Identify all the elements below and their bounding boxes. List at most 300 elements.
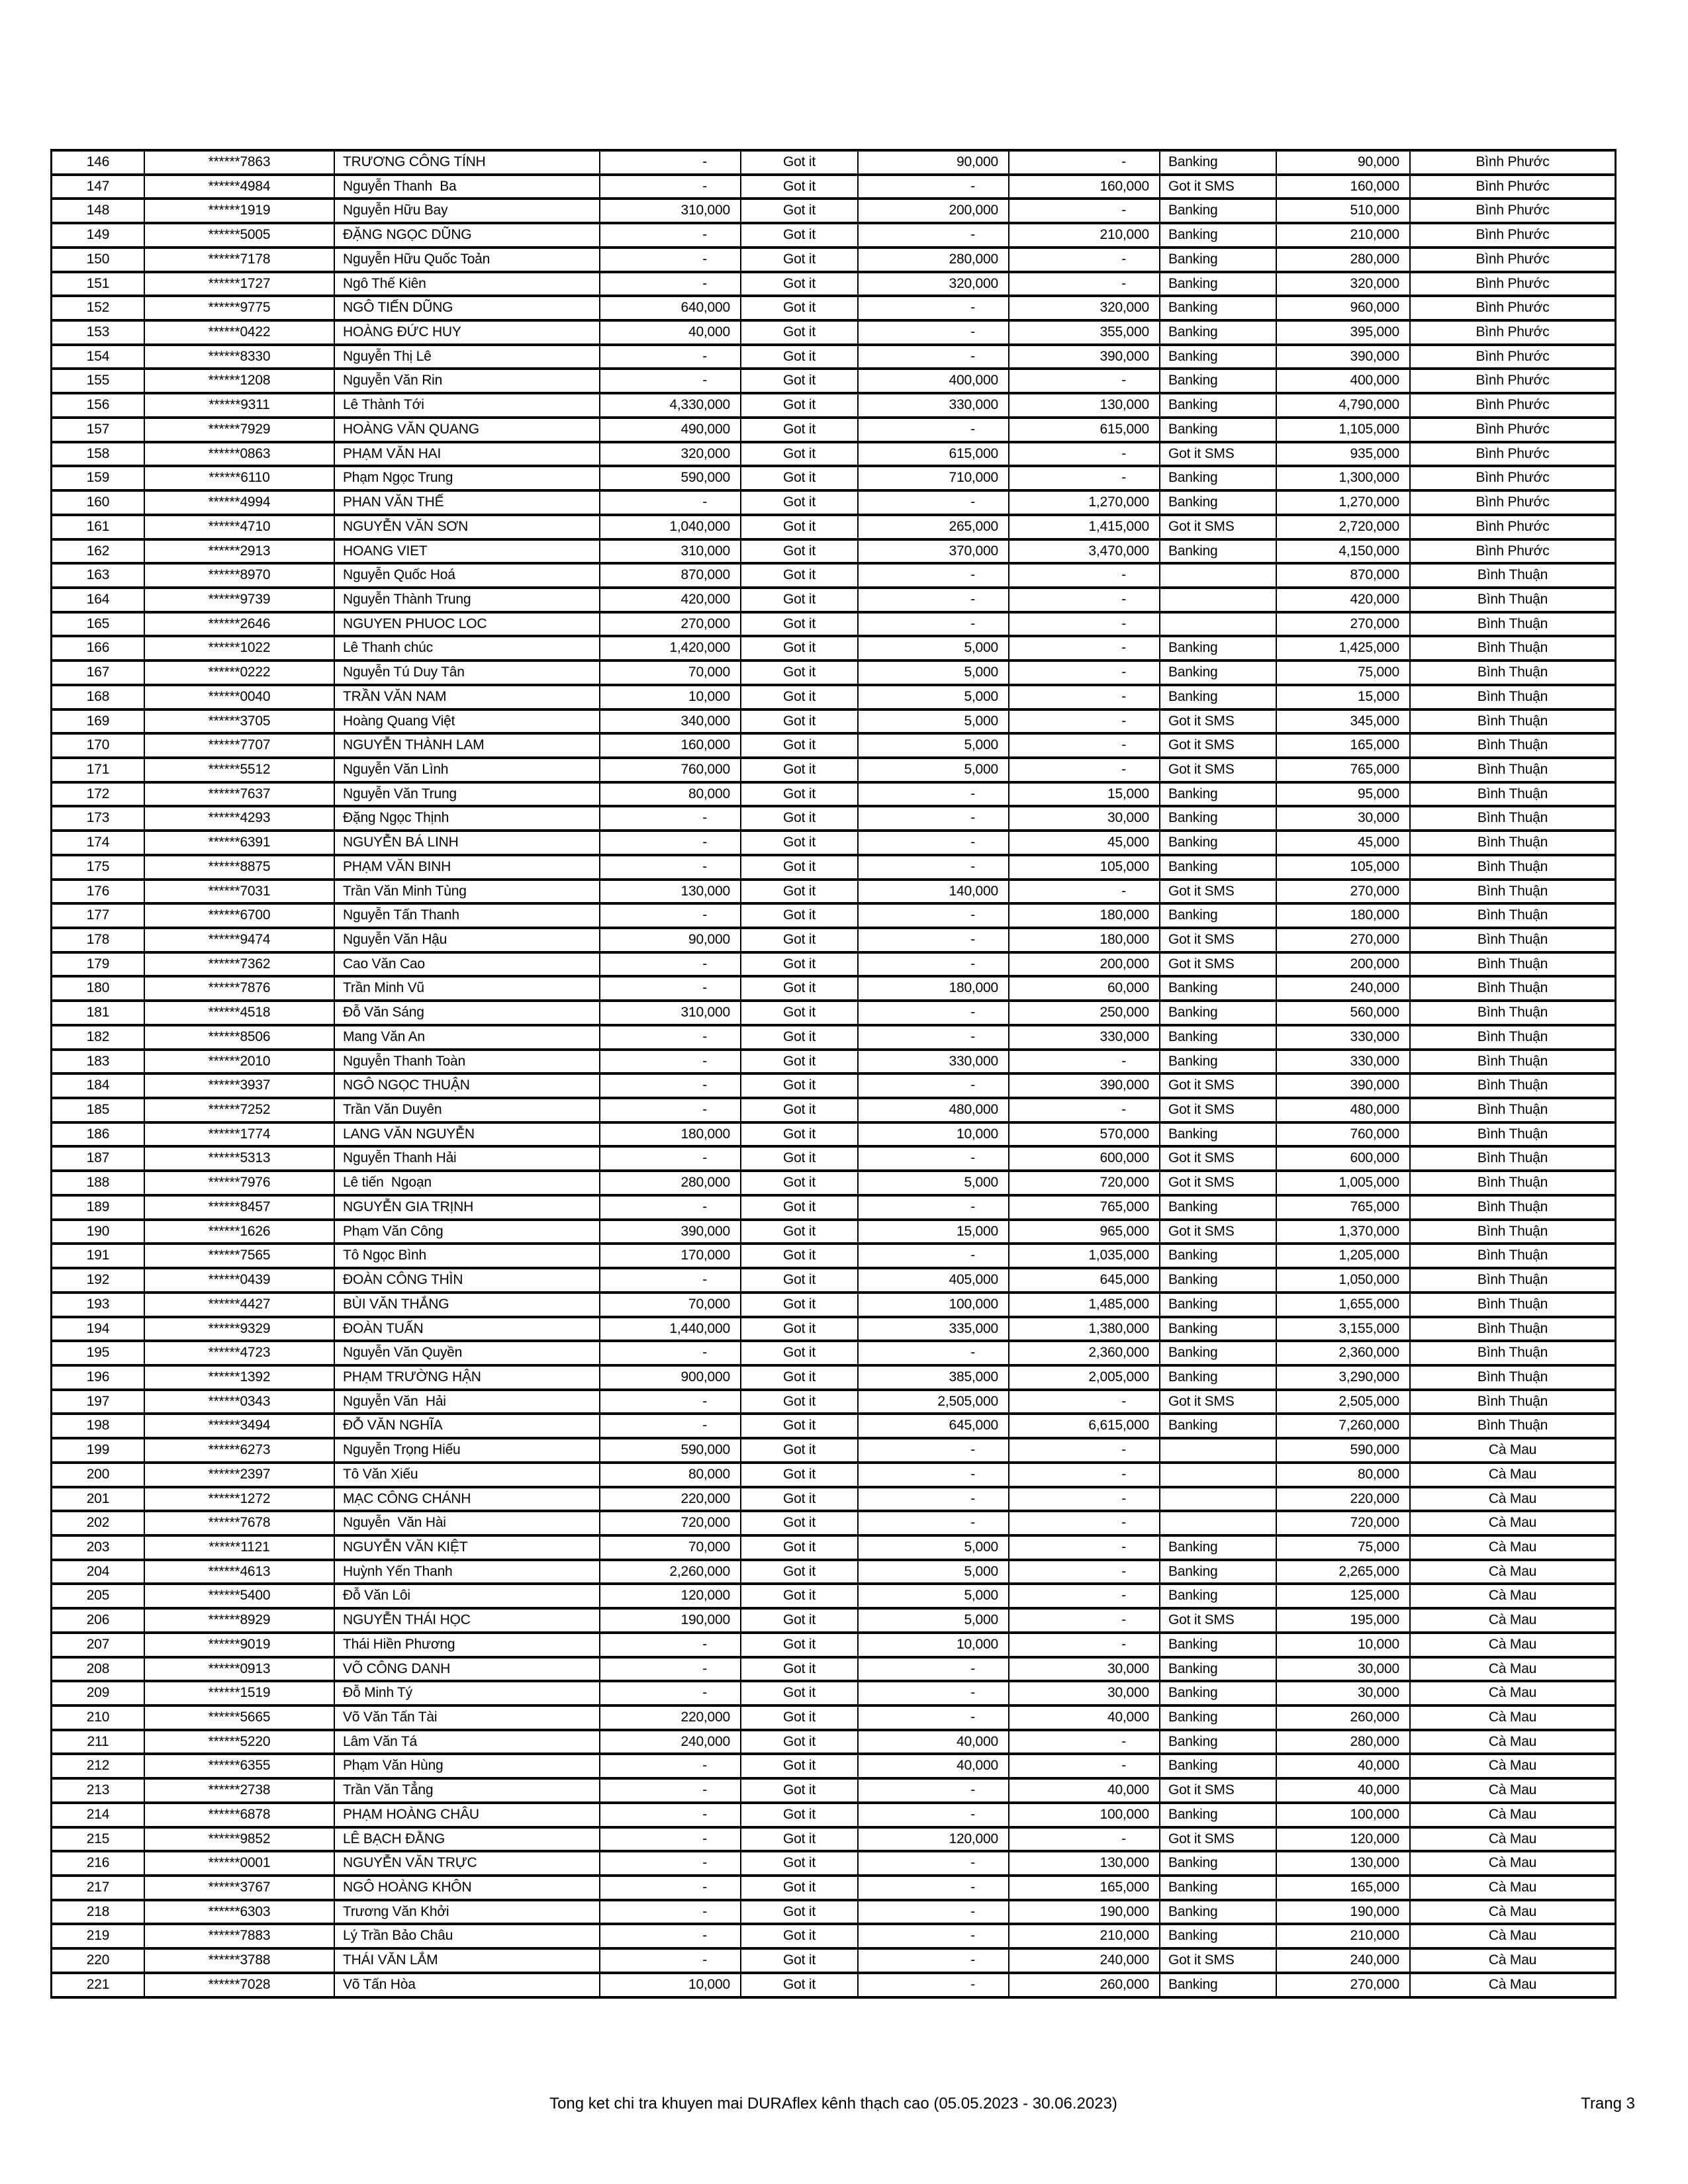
table-row bbox=[52, 1097, 1615, 1121]
cell-province: Bình Thuận bbox=[1409, 1002, 1615, 1024]
cell-amount-1: 220,000 bbox=[599, 1707, 740, 1729]
cell-amount-2: - bbox=[857, 905, 1008, 927]
cell-gotit-status: Got it bbox=[740, 492, 857, 514]
cell-gotit-status: Got it bbox=[740, 1075, 857, 1097]
cell-gotit-status: Got it bbox=[740, 1464, 857, 1486]
table-row bbox=[52, 1826, 1615, 1850]
cell-amount-3: 180,000 bbox=[1008, 929, 1159, 951]
cell-row-index: 176 bbox=[86, 883, 110, 899]
cell-gotit-status: Got it bbox=[740, 735, 857, 756]
cell-phone-masked: ******9775 bbox=[144, 297, 334, 319]
table-row bbox=[52, 659, 1615, 684]
cell-amount-2: 330,000 bbox=[857, 394, 1008, 416]
table-row bbox=[52, 416, 1615, 441]
cell-amount-1: 310,000 bbox=[599, 541, 740, 563]
cell-payment-method bbox=[1159, 589, 1276, 611]
cell-amount-1: 220,000 bbox=[599, 1488, 740, 1510]
cell-province: Bình Thuận bbox=[1409, 614, 1615, 635]
cell-payment-method: Banking bbox=[1159, 1877, 1276, 1899]
cell-total-amount: 240,000 bbox=[1276, 978, 1409, 999]
cell-amount-1: - bbox=[599, 1755, 740, 1777]
cell-province: Cà Mau bbox=[1409, 1707, 1615, 1729]
cell-province: Bình Phước bbox=[1409, 176, 1615, 198]
cell-amount-2: - bbox=[857, 1780, 1008, 1801]
cell-total-amount: 270,000 bbox=[1276, 614, 1409, 635]
cell-province: Cà Mau bbox=[1409, 1561, 1615, 1583]
cell-row-index: 155 bbox=[86, 373, 110, 388]
cell-gotit-status: Got it bbox=[740, 224, 857, 246]
cell-customer-name: THÁI VĂN LẮM bbox=[334, 1950, 599, 1972]
cell-phone-masked: ******9852 bbox=[144, 1829, 334, 1850]
cell-phone-masked: ******1727 bbox=[144, 273, 334, 295]
table-row bbox=[52, 319, 1615, 343]
cell-phone-masked: ******7929 bbox=[144, 419, 334, 441]
cell-total-amount: 7,260,000 bbox=[1276, 1415, 1409, 1437]
cell-total-amount: 240,000 bbox=[1276, 1950, 1409, 1972]
cell-customer-name: Nguyễn Hữu Quốc Toản bbox=[334, 249, 599, 271]
cell-customer-name: Lê Thanh chúc bbox=[334, 637, 599, 659]
cell-customer-name: Tô Ngọc Bình bbox=[334, 1245, 599, 1267]
cell-gotit-status: Got it bbox=[740, 249, 857, 271]
cell-row-index: 208 bbox=[86, 1661, 110, 1676]
cell-amount-2: - bbox=[857, 954, 1008, 976]
cell-payment-method: Banking bbox=[1159, 200, 1276, 222]
cell-amount-3: 320,000 bbox=[1008, 297, 1159, 319]
table-row bbox=[52, 829, 1615, 854]
cell-amount-3: - bbox=[1008, 637, 1159, 659]
table-row bbox=[52, 367, 1615, 392]
cell-amount-1: - bbox=[599, 346, 740, 368]
cell-total-amount: 510,000 bbox=[1276, 200, 1409, 222]
table-row bbox=[52, 1316, 1615, 1340]
cell-gotit-status: Got it bbox=[740, 637, 857, 659]
cell-amount-3: 720,000 bbox=[1008, 1172, 1159, 1194]
cell-phone-masked: ******6700 bbox=[144, 905, 334, 927]
cell-row-index: 157 bbox=[86, 421, 110, 437]
cell-payment-method: Banking bbox=[1159, 1318, 1276, 1340]
cell-total-amount: 1,005,000 bbox=[1276, 1172, 1409, 1194]
cell-customer-name: VÕ CÔNG DANH bbox=[334, 1659, 599, 1680]
cell-gotit-status: Got it bbox=[740, 1269, 857, 1291]
cell-phone-masked: ******6391 bbox=[144, 832, 334, 854]
cell-payment-method: Banking bbox=[1159, 1585, 1276, 1607]
cell-amount-2: 320,000 bbox=[857, 273, 1008, 295]
cell-payment-method: Banking bbox=[1159, 273, 1276, 295]
cell-amount-2: 645,000 bbox=[857, 1415, 1008, 1437]
table-row bbox=[52, 1947, 1615, 1972]
cell-amount-1: 1,440,000 bbox=[599, 1318, 740, 1340]
cell-row-index: 219 bbox=[86, 1928, 110, 1944]
cell-payment-method: Banking bbox=[1159, 1294, 1276, 1316]
cell-total-amount: 765,000 bbox=[1276, 1197, 1409, 1218]
cell-amount-3: 390,000 bbox=[1008, 1075, 1159, 1097]
cell-row-index: 149 bbox=[86, 227, 110, 243]
cell-total-amount: 160,000 bbox=[1276, 176, 1409, 198]
cell-row-index: 207 bbox=[86, 1636, 110, 1652]
cell-gotit-status: Got it bbox=[740, 346, 857, 368]
cell-amount-3: 130,000 bbox=[1008, 1852, 1159, 1874]
table-row bbox=[52, 1072, 1615, 1097]
cell-payment-method: Got it SMS bbox=[1159, 881, 1276, 903]
cell-gotit-status: Got it bbox=[740, 1561, 857, 1583]
cell-amount-1: 280,000 bbox=[599, 1172, 740, 1194]
cell-gotit-status: Got it bbox=[740, 954, 857, 976]
cell-gotit-status: Got it bbox=[740, 1197, 857, 1218]
cell-gotit-status: Got it bbox=[740, 1002, 857, 1024]
cell-gotit-status: Got it bbox=[740, 1780, 857, 1801]
cell-amount-1: - bbox=[599, 1415, 740, 1437]
cell-phone-masked: ******4293 bbox=[144, 807, 334, 829]
table-row bbox=[52, 1923, 1615, 1947]
cell-customer-name: Đặng Ngọc Thịnh bbox=[334, 807, 599, 829]
cell-amount-1: - bbox=[599, 807, 740, 829]
cell-phone-masked: ******5665 bbox=[144, 1707, 334, 1729]
cell-total-amount: 30,000 bbox=[1276, 807, 1409, 829]
cell-customer-name: Nguyễn Tấn Thanh bbox=[334, 905, 599, 927]
cell-amount-3: 210,000 bbox=[1008, 1925, 1159, 1947]
cell-row-index: 164 bbox=[86, 591, 110, 607]
cell-gotit-status: Got it bbox=[740, 1367, 857, 1388]
cell-province: Bình Thuận bbox=[1409, 832, 1615, 854]
cell-total-amount: 2,720,000 bbox=[1276, 516, 1409, 538]
cell-amount-1: 1,420,000 bbox=[599, 637, 740, 659]
cell-payment-method: Banking bbox=[1159, 1852, 1276, 1874]
cell-province: Cà Mau bbox=[1409, 1877, 1615, 1899]
cell-payment-method: Banking bbox=[1159, 1707, 1276, 1729]
cell-row-index: 217 bbox=[86, 1880, 110, 1895]
cell-total-amount: 130,000 bbox=[1276, 1852, 1409, 1874]
cell-payment-method: Banking bbox=[1159, 1051, 1276, 1073]
cell-payment-method: Banking bbox=[1159, 492, 1276, 514]
cell-total-amount: 180,000 bbox=[1276, 905, 1409, 927]
cell-payment-method: Got it SMS bbox=[1159, 1780, 1276, 1801]
cell-phone-masked: ******1121 bbox=[144, 1537, 334, 1559]
cell-payment-method: Banking bbox=[1159, 1026, 1276, 1048]
cell-total-amount: 10,000 bbox=[1276, 1634, 1409, 1656]
cell-row-index: 152 bbox=[86, 300, 110, 316]
cell-amount-2: - bbox=[857, 1464, 1008, 1486]
cell-amount-3: 60,000 bbox=[1008, 978, 1159, 999]
cell-amount-1: - bbox=[599, 905, 740, 927]
cell-total-amount: 2,360,000 bbox=[1276, 1342, 1409, 1364]
cell-amount-2: 180,000 bbox=[857, 978, 1008, 999]
cell-row-index: 172 bbox=[86, 786, 110, 801]
cell-amount-2: 120,000 bbox=[857, 1829, 1008, 1850]
cell-row-index: 206 bbox=[86, 1612, 110, 1628]
cell-amount-3: - bbox=[1008, 881, 1159, 903]
cell-gotit-status: Got it bbox=[740, 1755, 857, 1777]
cell-amount-2: 5,000 bbox=[857, 1585, 1008, 1607]
cell-row-index: 173 bbox=[86, 810, 110, 826]
cell-row-index: 163 bbox=[86, 567, 110, 583]
table-row bbox=[52, 1267, 1615, 1291]
cell-amount-2: - bbox=[857, 1245, 1008, 1267]
cell-customer-name: Nguyễn Văn Trung bbox=[334, 784, 599, 805]
cell-payment-method: Banking bbox=[1159, 1755, 1276, 1777]
cell-amount-2: - bbox=[857, 419, 1008, 441]
cell-province: Cà Mau bbox=[1409, 1852, 1615, 1874]
cell-phone-masked: ******1919 bbox=[144, 200, 334, 222]
table-row bbox=[52, 1437, 1615, 1461]
cell-phone-masked: ******6878 bbox=[144, 1804, 334, 1826]
cell-gotit-status: Got it bbox=[740, 1901, 857, 1923]
cell-amount-1: - bbox=[599, 492, 740, 514]
cell-customer-name: NGÔ NGỌC THUẬN bbox=[334, 1075, 599, 1097]
cell-payment-method: Banking bbox=[1159, 419, 1276, 441]
cell-amount-3: 200,000 bbox=[1008, 954, 1159, 976]
cell-row-index: 182 bbox=[86, 1028, 110, 1044]
cell-customer-name: Huỳnh Yến Thanh bbox=[334, 1561, 599, 1583]
cell-amount-3: 130,000 bbox=[1008, 394, 1159, 416]
cell-amount-2: 140,000 bbox=[857, 881, 1008, 903]
cell-customer-name: Đỗ Văn Lôi bbox=[334, 1585, 599, 1607]
cell-row-index: 161 bbox=[86, 518, 110, 534]
cell-total-amount: 30,000 bbox=[1276, 1659, 1409, 1680]
cell-amount-3: - bbox=[1008, 249, 1159, 271]
cell-row-index: 200 bbox=[86, 1466, 110, 1482]
cell-payment-method: Banking bbox=[1159, 662, 1276, 684]
cell-total-amount: 600,000 bbox=[1276, 1148, 1409, 1169]
cell-amount-3: - bbox=[1008, 273, 1159, 295]
cell-amount-1: 310,000 bbox=[599, 200, 740, 222]
cell-payment-method: Banking bbox=[1159, 1634, 1276, 1656]
cell-customer-name: NGUYỄN BÁ LINH bbox=[334, 832, 599, 854]
cell-amount-3: 30,000 bbox=[1008, 807, 1159, 829]
cell-amount-2: 400,000 bbox=[857, 370, 1008, 392]
table-row bbox=[52, 805, 1615, 829]
cell-amount-2: 335,000 bbox=[857, 1318, 1008, 1340]
cell-amount-1: 80,000 bbox=[599, 784, 740, 805]
cell-amount-3: 210,000 bbox=[1008, 224, 1159, 246]
cell-total-amount: 1,655,000 bbox=[1276, 1294, 1409, 1316]
cell-phone-masked: ******5220 bbox=[144, 1731, 334, 1753]
cell-customer-name: Trần Văn Duyên bbox=[334, 1099, 599, 1121]
table-row bbox=[52, 441, 1615, 465]
cell-amount-3: - bbox=[1008, 443, 1159, 465]
cell-province: Cà Mau bbox=[1409, 1610, 1615, 1631]
cell-payment-method: Banking bbox=[1159, 784, 1276, 805]
cell-row-index: 146 bbox=[86, 154, 110, 169]
cell-total-amount: 330,000 bbox=[1276, 1026, 1409, 1048]
cell-row-index: 190 bbox=[86, 1223, 110, 1239]
footer-page-number: Trang 3 bbox=[1581, 2095, 1635, 2113]
cell-gotit-status: Got it bbox=[740, 370, 857, 392]
cell-amount-3: 965,000 bbox=[1008, 1221, 1159, 1243]
cell-phone-masked: ******3767 bbox=[144, 1877, 334, 1899]
cell-customer-name: Trần Minh Vũ bbox=[334, 978, 599, 999]
table-row bbox=[52, 1486, 1615, 1510]
cell-province: Cà Mau bbox=[1409, 1634, 1615, 1656]
cell-gotit-status: Got it bbox=[740, 541, 857, 563]
cell-province: Bình Thuận bbox=[1409, 1391, 1615, 1413]
cell-amount-1: 120,000 bbox=[599, 1585, 740, 1607]
cell-province: Bình Thuận bbox=[1409, 1318, 1615, 1340]
cell-payment-method bbox=[1159, 614, 1276, 635]
table-row bbox=[52, 1850, 1615, 1874]
cell-payment-method: Got it SMS bbox=[1159, 1610, 1276, 1631]
cell-total-amount: 1,425,000 bbox=[1276, 637, 1409, 659]
cell-amount-3: 615,000 bbox=[1008, 419, 1159, 441]
cell-phone-masked: ******9019 bbox=[144, 1634, 334, 1656]
cell-payment-method: Got it SMS bbox=[1159, 929, 1276, 951]
cell-total-amount: 935,000 bbox=[1276, 443, 1409, 465]
cell-customer-name: Nguyễn Văn Lình bbox=[334, 759, 599, 781]
cell-province: Cà Mau bbox=[1409, 1512, 1615, 1534]
cell-province: Cà Mau bbox=[1409, 1464, 1615, 1486]
cell-total-amount: 75,000 bbox=[1276, 662, 1409, 684]
cell-customer-name: Võ Tấn Hòa bbox=[334, 1974, 599, 1996]
cell-customer-name: Nguyễn Thanh Toàn bbox=[334, 1051, 599, 1073]
cell-phone-masked: ******8506 bbox=[144, 1026, 334, 1048]
cell-amount-3: - bbox=[1008, 735, 1159, 756]
table-row bbox=[52, 708, 1615, 733]
cell-amount-1: 270,000 bbox=[599, 614, 740, 635]
cell-total-amount: 120,000 bbox=[1276, 1829, 1409, 1850]
cell-total-amount: 105,000 bbox=[1276, 856, 1409, 878]
cell-amount-2: 330,000 bbox=[857, 1051, 1008, 1073]
cell-amount-2: 5,000 bbox=[857, 1561, 1008, 1583]
cell-customer-name: NGUYEN PHUOC LOC bbox=[334, 614, 599, 635]
table-row bbox=[52, 1364, 1615, 1388]
cell-province: Bình Thuận bbox=[1409, 856, 1615, 878]
cell-amount-1: 4,330,000 bbox=[599, 394, 740, 416]
table-row bbox=[52, 392, 1615, 416]
cell-phone-masked: ******9739 bbox=[144, 589, 334, 611]
cell-phone-masked: ******5400 bbox=[144, 1585, 334, 1607]
cell-amount-3: 240,000 bbox=[1008, 1950, 1159, 1972]
cell-total-amount: 1,270,000 bbox=[1276, 492, 1409, 514]
cell-payment-method: Got it SMS bbox=[1159, 735, 1276, 756]
cell-gotit-status: Got it bbox=[740, 759, 857, 781]
cell-total-amount: 3,155,000 bbox=[1276, 1318, 1409, 1340]
cell-row-index: 198 bbox=[86, 1418, 110, 1433]
cell-province: Bình Phước bbox=[1409, 152, 1615, 173]
cell-amount-3: - bbox=[1008, 589, 1159, 611]
cell-phone-masked: ******9329 bbox=[144, 1318, 334, 1340]
cell-row-index: 180 bbox=[86, 980, 110, 996]
cell-gotit-status: Got it bbox=[740, 394, 857, 416]
table-row bbox=[52, 1559, 1615, 1583]
cell-amount-3: 3,470,000 bbox=[1008, 541, 1159, 563]
cell-total-amount: 590,000 bbox=[1276, 1439, 1409, 1461]
cell-province: Bình Thuận bbox=[1409, 662, 1615, 684]
cell-payment-method: Got it SMS bbox=[1159, 711, 1276, 733]
cell-amount-1: 130,000 bbox=[599, 881, 740, 903]
cell-amount-3: 645,000 bbox=[1008, 1269, 1159, 1291]
cell-gotit-status: Got it bbox=[740, 1342, 857, 1364]
cell-phone-masked: ******2010 bbox=[144, 1051, 334, 1073]
cell-phone-masked: ******1392 bbox=[144, 1367, 334, 1388]
cell-phone-masked: ******1022 bbox=[144, 637, 334, 659]
cell-total-amount: 125,000 bbox=[1276, 1585, 1409, 1607]
cell-amount-2: 40,000 bbox=[857, 1755, 1008, 1777]
cell-amount-3: 100,000 bbox=[1008, 1804, 1159, 1826]
table-row bbox=[52, 1729, 1615, 1753]
table-row bbox=[52, 514, 1615, 538]
cell-amount-3: - bbox=[1008, 1561, 1159, 1583]
cell-amount-1: - bbox=[599, 1269, 740, 1291]
cell-phone-masked: ******9311 bbox=[144, 394, 334, 416]
cell-customer-name: Phạm Văn Công bbox=[334, 1221, 599, 1243]
cell-total-amount: 280,000 bbox=[1276, 249, 1409, 271]
cell-amount-3: 40,000 bbox=[1008, 1780, 1159, 1801]
cell-customer-name: Phạm Văn Hùng bbox=[334, 1755, 599, 1777]
cell-province: Bình Thuận bbox=[1409, 881, 1615, 903]
cell-amount-3: - bbox=[1008, 1439, 1159, 1461]
cell-customer-name: Nguyễn Trọng Hiếu bbox=[334, 1439, 599, 1461]
cell-phone-masked: ******5313 bbox=[144, 1148, 334, 1169]
cell-phone-masked: ******0001 bbox=[144, 1852, 334, 1874]
cell-amount-3: - bbox=[1008, 711, 1159, 733]
table-row bbox=[52, 1607, 1615, 1631]
table-row bbox=[52, 1656, 1615, 1680]
cell-province: Cà Mau bbox=[1409, 1974, 1615, 1996]
cell-gotit-status: Got it bbox=[740, 1925, 857, 1947]
cell-row-index: 213 bbox=[86, 1782, 110, 1798]
cell-payment-method: Banking bbox=[1159, 637, 1276, 659]
cell-gotit-status: Got it bbox=[740, 322, 857, 343]
cell-payment-method: Banking bbox=[1159, 1269, 1276, 1291]
cell-amount-1: - bbox=[599, 1659, 740, 1680]
cell-row-index: 195 bbox=[86, 1345, 110, 1361]
cell-payment-method: Got it SMS bbox=[1159, 1950, 1276, 1972]
cell-gotit-status: Got it bbox=[740, 1294, 857, 1316]
cell-total-amount: 2,265,000 bbox=[1276, 1561, 1409, 1583]
cell-row-index: 156 bbox=[86, 397, 110, 413]
cell-row-index: 166 bbox=[86, 640, 110, 656]
cell-row-index: 158 bbox=[86, 445, 110, 461]
cell-payment-method: Banking bbox=[1159, 1804, 1276, 1826]
cell-amount-3: - bbox=[1008, 1391, 1159, 1413]
cell-amount-1: - bbox=[599, 1780, 740, 1801]
cell-province: Bình Thuận bbox=[1409, 686, 1615, 708]
cell-province: Bình Thuận bbox=[1409, 1197, 1615, 1218]
cell-total-amount: 15,000 bbox=[1276, 686, 1409, 708]
cell-amount-3: 330,000 bbox=[1008, 1026, 1159, 1048]
table-row bbox=[52, 1972, 1615, 1996]
cell-payment-method: Banking bbox=[1159, 856, 1276, 878]
cell-payment-method: Got it SMS bbox=[1159, 443, 1276, 465]
table-row bbox=[52, 684, 1615, 708]
cell-phone-masked: ******3937 bbox=[144, 1075, 334, 1097]
cell-amount-2: - bbox=[857, 1901, 1008, 1923]
cell-row-index: 168 bbox=[86, 688, 110, 704]
table-row bbox=[52, 1680, 1615, 1704]
table-row bbox=[52, 1874, 1615, 1899]
cell-phone-masked: ******2913 bbox=[144, 541, 334, 563]
cell-row-index: 160 bbox=[86, 494, 110, 510]
cell-amount-3: - bbox=[1008, 467, 1159, 489]
cell-amount-2: - bbox=[857, 929, 1008, 951]
cell-customer-name: ĐOÀN TUẤN bbox=[334, 1318, 599, 1340]
cell-amount-2: - bbox=[857, 1974, 1008, 1996]
cell-amount-2: - bbox=[857, 1197, 1008, 1218]
cell-amount-2: - bbox=[857, 1488, 1008, 1510]
cell-amount-3: 390,000 bbox=[1008, 346, 1159, 368]
cell-amount-3: 765,000 bbox=[1008, 1197, 1159, 1218]
cell-gotit-status: Got it bbox=[740, 1488, 857, 1510]
cell-amount-2: 265,000 bbox=[857, 516, 1008, 538]
cell-phone-masked: ******2397 bbox=[144, 1464, 334, 1486]
cell-phone-masked: ******5005 bbox=[144, 224, 334, 246]
cell-gotit-status: Got it bbox=[740, 614, 857, 635]
cell-gotit-status: Got it bbox=[740, 662, 857, 684]
cell-customer-name: Nguyễn Quốc Hoá bbox=[334, 565, 599, 586]
cell-gotit-status: Got it bbox=[740, 856, 857, 878]
cell-payment-method bbox=[1159, 1439, 1276, 1461]
cell-payment-method: Banking bbox=[1159, 1367, 1276, 1388]
cell-phone-masked: ******0422 bbox=[144, 322, 334, 343]
